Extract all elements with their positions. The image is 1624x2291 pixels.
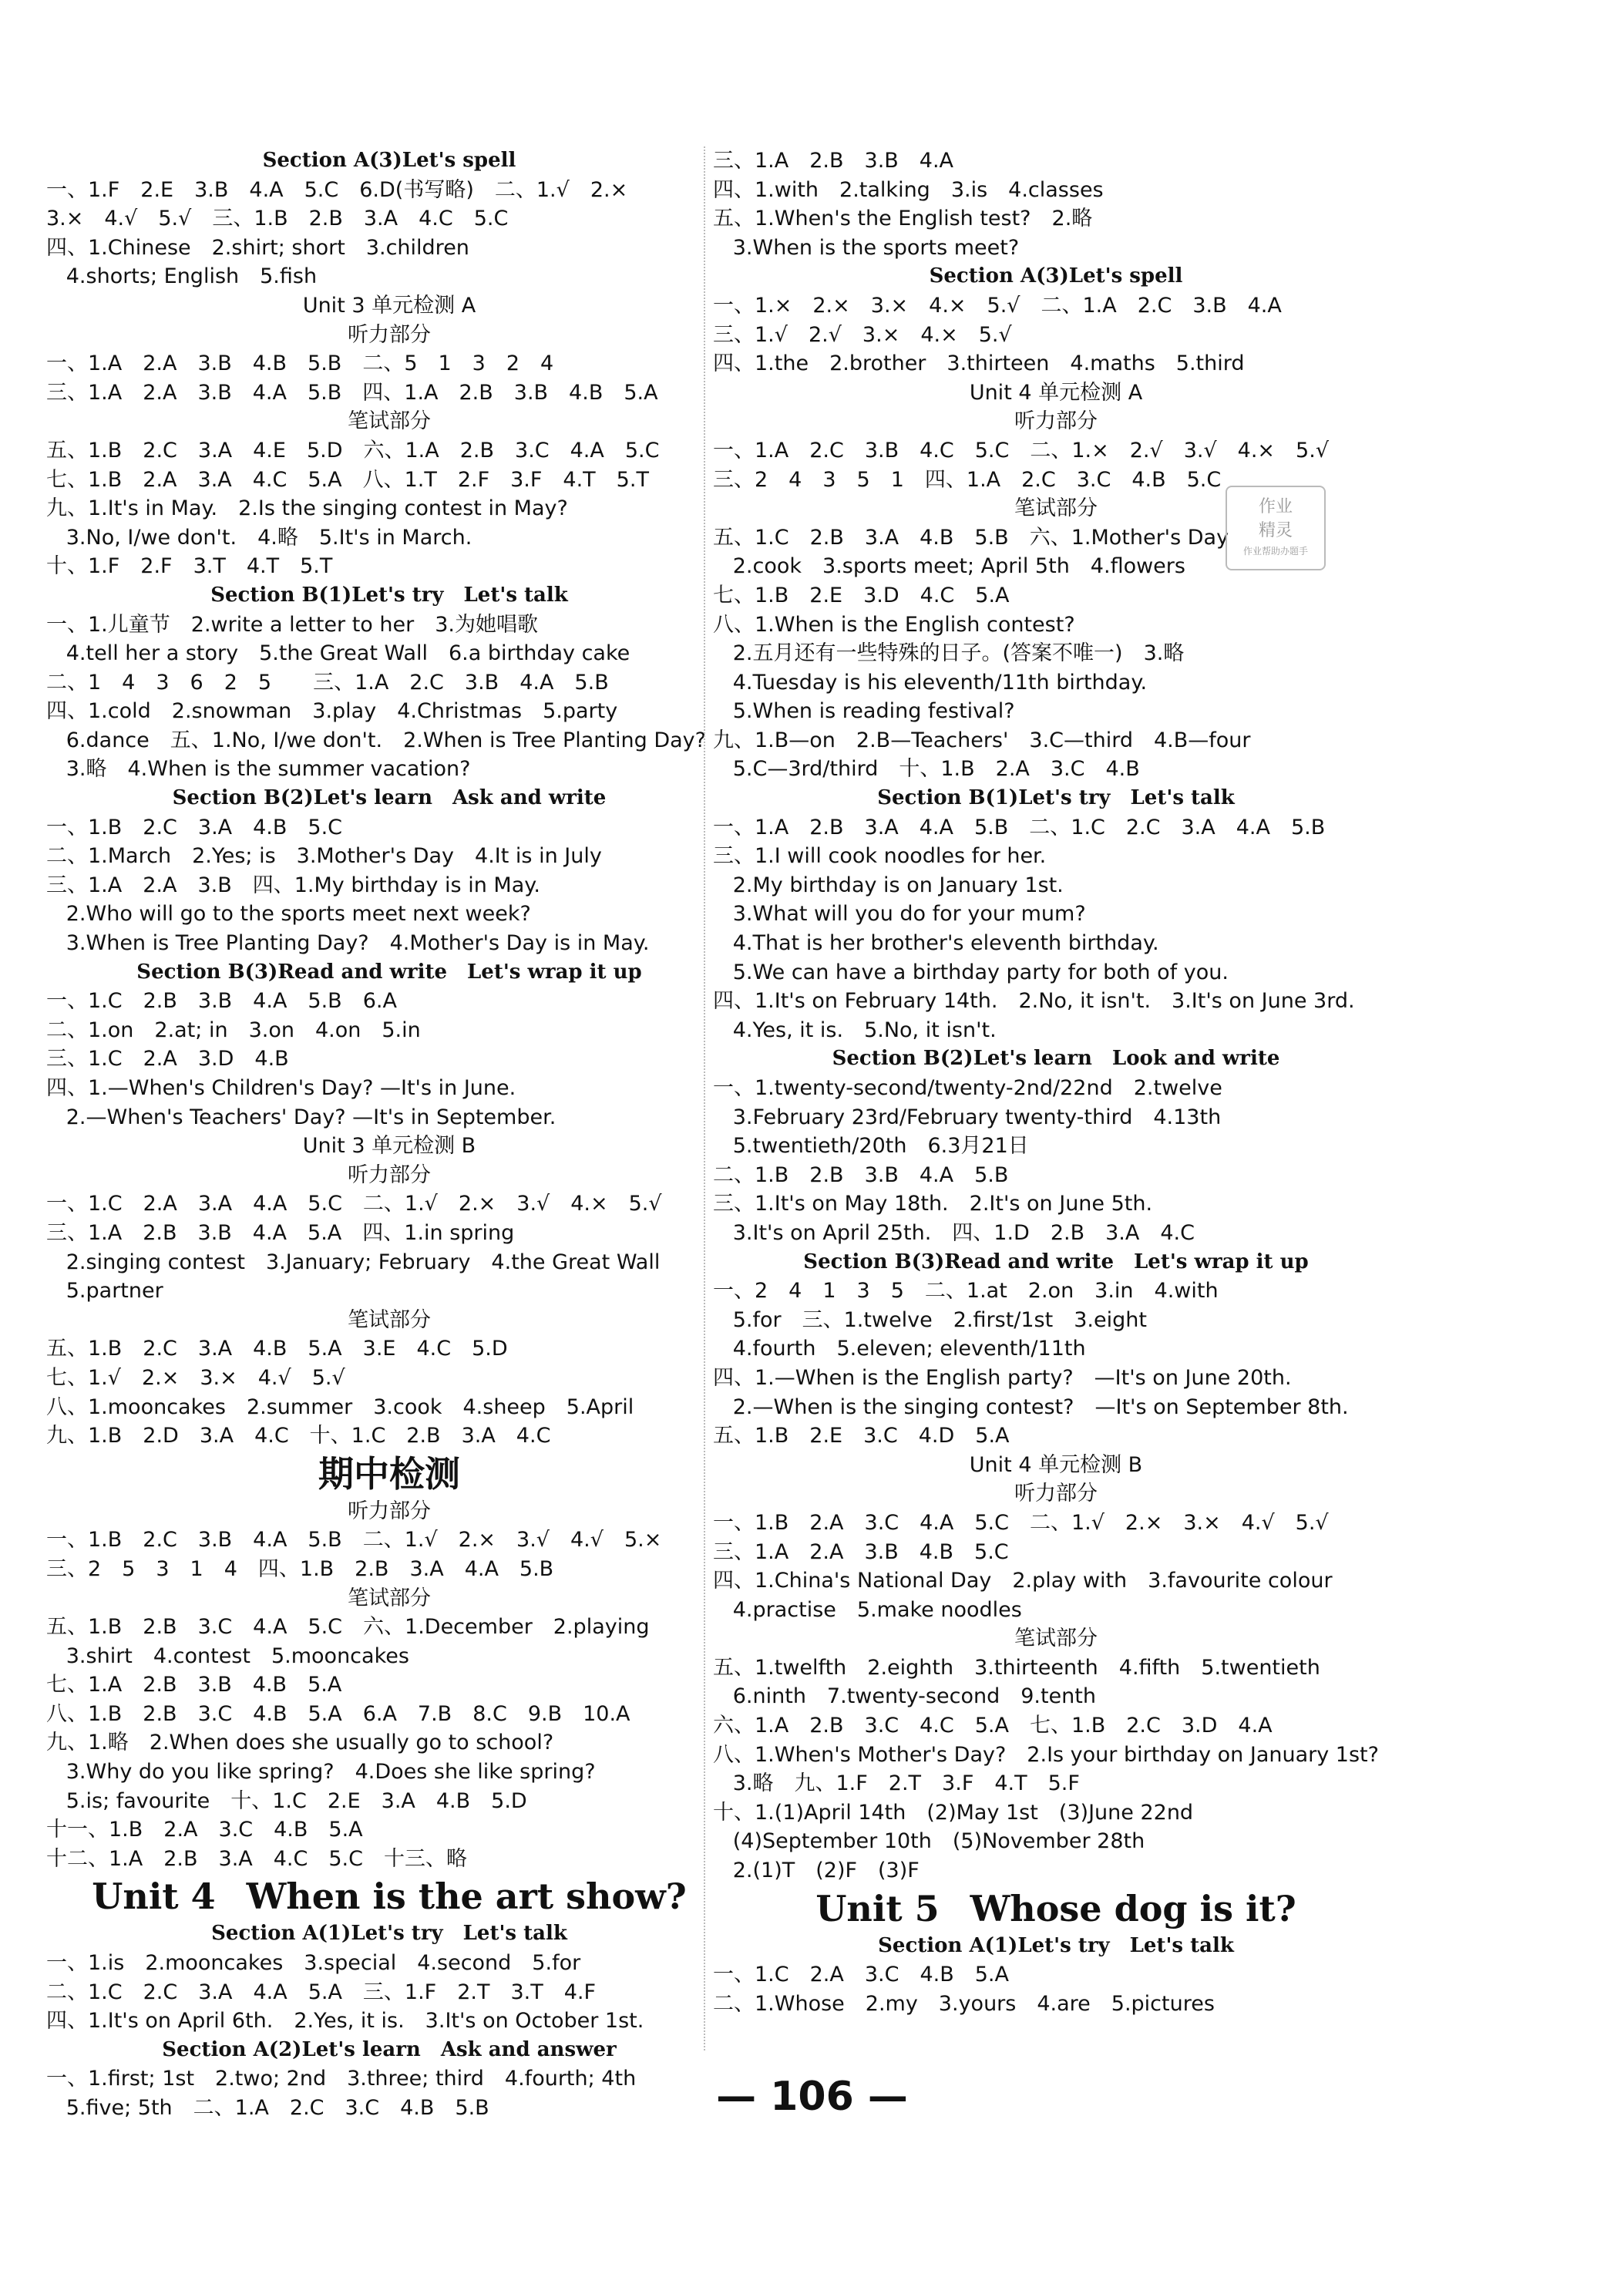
section-heading: Section B(1)Let's try Let's talk [877,786,1235,810]
answer-line: 十一、1.B 2.A 3.C 4.B 5.A [46,1818,363,1842]
answer-line: 一、1.儿童节 2.write a letter to her 3.为她唱歌 [46,612,538,637]
answer-line: 3.What will you do for your mum? [713,902,1086,927]
answer-line: 4.fourth 5.eleven; eleventh/11th [713,1337,1086,1361]
answer-line: 四、1.—When is the English party? —It's on June 20th. [713,1365,1292,1390]
answer-line: 八、1.When is the English contest? [713,612,1075,637]
answer-line: 3.略 九、1.F 2.T 3.F 4.T 5.F [713,1771,1080,1796]
answer-line: 4.That is her brother's eleventh birthday. [713,931,1159,956]
answer-line: 4.Tuesday is his eleventh/11th birthday. [713,670,1148,695]
subsection-heading: 听力部分 [348,322,431,347]
answer-line: 二、1.on 2.at; in 3.on 4.on 5.in [46,1018,421,1042]
section-heading: Section A(3)Let's spell [929,264,1183,288]
answer-line: 七、1.A 2.B 3.B 4.B 5.A [46,1673,342,1697]
answer-line: 一、1.B 2.A 3.C 4.A 5.C 二、1.√ 2.× 3.× 4.√ 5.√ [713,1510,1329,1535]
section-heading: Section A(1)Let's try Let's talk [878,1933,1234,1957]
subsection-heading: 笔试部分 [348,1307,431,1332]
subsection-heading: 听力部分 [1014,409,1098,434]
answer-line: 5.When is reading festival? [713,699,1015,724]
answer-line: 三、2 5 3 1 4 四、1.B 2.B 3.A 4.A 5.B [46,1556,554,1581]
answer-line: 3.略 4.When is the summer vacation? [46,757,471,782]
answer-line: 2.Who will go to the sports meet next week? [46,902,531,927]
answer-line: 五、1.B 2.B 3.C 4.A 5.C 六、1.December 2.playing [46,1615,650,1640]
answer-line: 八、1.mooncakes 2.summer 3.cook 4.sheep 5.April [46,1394,634,1419]
subsection-heading: Unit 4 单元检测 A [969,380,1143,405]
answer-line: 五、1.C 2.B 3.A 4.B 5.B 六、1.Mother's Day [713,525,1229,550]
answer-line: 一、1.B 2.C 3.A 4.B 5.C [46,815,343,839]
unit-title-text: When is the art show? [246,1876,687,1918]
answer-line: (4)September 10th (5)November 28th [713,1829,1145,1854]
answer-line: 五、1.B 2.E 3.C 4.D 5.A [713,1424,1010,1448]
answer-line: 三、1.√ 2.√ 3.× 4.× 5.√ [713,322,1012,347]
answer-line: 三、1.It's on May 18th. 2.It's on June 5th. [713,1192,1153,1216]
subsection-heading: 笔试部分 [348,1586,431,1610]
answer-line: 九、1.略 2.When does she usually go to school? [46,1731,554,1755]
column-divider [704,146,706,2050]
answer-line: 2.singing contest 3.January; February 4.the Great Wall [46,1250,661,1274]
subsection-heading: 听力部分 [1014,1482,1098,1506]
subsection-heading: 笔试部分 [1014,1627,1098,1651]
subsection-heading: 听力部分 [348,1499,431,1523]
answer-line: 三、1.A 2.B 3.B 4.A [713,149,954,173]
subsection-heading: 笔试部分 [1014,496,1098,521]
unit-number: Unit 5 [815,1887,940,1929]
answer-line: 二、1.C 2.C 3.A 4.A 5.A 三、1.F 2.T 3.T 4.F [46,1980,597,2004]
page-number: — 106 — [716,2074,908,2120]
answer-line: 二、1.B 2.B 3.B 4.A 5.B [713,1162,1009,1187]
answer-line: 七、1.B 2.A 3.A 4.C 5.A 八、1.T 2.F 3.F 4.T 5.T [46,467,649,492]
answer-line: 4.tell her a story 5.the Great Wall 6.a birthday cake [46,641,630,666]
unit-number: Unit 4 [92,1876,216,1918]
answer-line: 三、1.A 2.A 3.B 四、1.My birthday is in May. [46,873,540,897]
unit-heading [713,1886,1399,1932]
answer-line: 3.February 23rd/February twenty-third 4.13th [713,1105,1222,1129]
answer-line: 3.When is Tree Planting Day? 4.Mother's Day is in May. [46,931,650,956]
left-answer-column [46,146,732,2123]
section-heading: Section B(3)Read and write Let's wrap it up [803,1250,1309,1273]
answer-line: 2.—When is the singing contest? —It's on September 8th. [713,1394,1349,1419]
unit-heading [46,1873,732,1919]
answer-line: 4.Yes, it is. 5.No, it isn't. [713,1018,997,1042]
answer-line: 一、1.F 2.E 3.B 4.A 5.C 6.D(书写略) 二、1.√ 2.× [46,177,628,202]
answer-line: 五、1.B 2.C 3.A 4.B 5.A 3.E 4.C 5.D [46,1337,508,1361]
answer-line: 二、1.March 2.Yes; is 3.Mother's Day 4.It is in July [46,844,602,869]
answer-line: 3.shirt 4.contest 5.mooncakes [46,1643,409,1668]
section-heading: Section B(2)Let's learn Ask and write [172,786,607,810]
answer-line: 2.—When's Teachers' Day? —It's in September. [46,1105,556,1129]
answer-line: 八、1.When's Mother's Day? 2.Is your birthday on January 1st? [713,1742,1379,1767]
watermark-stamp [1226,486,1326,570]
section-heading: Section B(1)Let's try Let's talk [210,583,568,607]
answer-line: 5.twentieth/20th 6.3月21日 [713,1134,1029,1159]
answer-line: 九、1.It's in May. 2.Is the singing contest in May? [46,496,568,521]
answer-line: 一、1.× 2.× 3.× 4.× 5.√ 二、1.A 2.C 3.B 4.A [713,293,1282,318]
answer-line: 3.When is the sports meet? [713,235,1020,260]
answer-line: 十二、1.A 2.B 3.A 4.C 5.C 十三、略 [46,1846,467,1871]
answer-line: 一、1.C 2.A 3.C 4.B 5.A [713,1963,1009,1987]
answer-line: 四、1.the 2.brother 3.thirteen 4.maths 5.third [713,352,1245,376]
answer-line: 四、1.cold 2.snowman 3.play 4.Christmas 5.party [46,699,618,724]
answer-line: 3.Why do you like spring? 4.Does she like spring? [46,1760,596,1785]
answer-line: 七、1.B 2.E 3.D 4.C 5.A [713,583,1010,607]
answer-line: 一、1.C 2.B 3.B 4.A 5.B 6.A [46,989,397,1014]
answer-line: 5.is; favourite 十、1.C 2.E 3.A 4.B 5.D [46,1788,527,1813]
section-heading: Section A(3)Let's spell [262,149,516,172]
answer-line: 2.cook 3.sports meet; April 5th 4.flowers [713,554,1185,579]
answer-line: 一、1.A 2.A 3.B 4.B 5.B 二、5 1 3 2 4 [46,352,554,376]
answer-line: 一、1.is 2.mooncakes 3.special 4.second 5.for [46,1951,581,1976]
answer-line: 九、1.B 2.D 3.A 4.C 十、1.C 2.B 3.A 4.C [46,1424,551,1448]
answer-line: 三、1.A 2.A 3.B 4.B 5.C [713,1539,1009,1564]
stamp-line-1: 作业 [1258,497,1293,516]
answer-line: 5.We can have a birthday party for both of you. [713,960,1229,984]
subsection-heading: 笔试部分 [348,409,431,434]
answer-line: 三、2 4 3 5 1 四、1.A 2.C 3.C 4.B 5.C [713,467,1222,492]
answer-line: 一、2 4 1 3 5 二、1.at 2.on 3.in 4.with [713,1279,1219,1304]
answer-line: 五、1.twelfth 2.eighth 3.thirteenth 4.fifth 5.twentieth [713,1655,1320,1680]
answer-line: 5.C—3rd/third 十、1.B 2.A 3.C 4.B [713,757,1140,782]
answer-line: 七、1.√ 2.× 3.× 4.√ 5.√ [46,1365,345,1390]
answer-line: 三、1.I will cook noodles for her. [713,844,1047,869]
answer-line: 三、1.A 2.B 3.B 4.A 5.A 四、1.in spring [46,1220,515,1245]
answer-line: 五、1.B 2.C 3.A 4.E 5.D 六、1.A 2.B 3.C 4.A 5.C [46,438,660,463]
answer-line: 5.partner [46,1279,163,1304]
answer-line: 四、1.with 2.talking 3.is 4.classes [713,177,1104,202]
answer-line: 一、1.first; 1st 2.two; 2nd 3.three; third 4.fourth; 4th [46,2067,637,2091]
answer-line: 四、1.It's on February 14th. 2.No, it isn't. 3.It's on June 3rd. [713,989,1355,1014]
answer-line: 3.It's on April 25th. 四、1.D 2.B 3.A 4.C [713,1220,1195,1245]
answer-line: 2.My birthday is on January 1st. [713,873,1064,897]
answer-line: 一、1.C 2.A 3.A 4.A 5.C 二、1.√ 2.× 3.√ 4.× 5.√ [46,1192,662,1216]
subsection-heading: Unit 3 单元检测 B [302,1134,476,1159]
answer-line: 5.for 三、1.twelve 2.first/1st 3.eight [713,1307,1147,1332]
answer-line: 一、1.A 2.B 3.A 4.A 5.B 二、1.C 2.C 3.A 4.A 5.B [713,815,1326,839]
answer-line: 3.No, I/we don't. 4.略 5.It's in March. [46,525,472,550]
answer-line: 6.dance 五、1.No, I/we don't. 2.When is Tree Planting Day? [46,728,706,752]
answer-line: 3.× 4.√ 5.√ 三、1.B 2.B 3.A 4.C 5.C [46,207,509,231]
answer-line: 一、1.A 2.C 3.B 4.C 5.C 二、1.× 2.√ 3.√ 4.× 5.√ [713,438,1330,463]
section-heading: Section A(2)Let's learn Ask and answer [162,2037,617,2061]
answer-line: 2.五月还有一些特殊的日子。(答案不唯一) 3.略 [713,641,1185,666]
stamp-line-3: 作业帮助办题手 [1242,546,1308,557]
answer-line: 六、1.A 2.B 3.C 4.C 5.A 七、1.B 2.C 3.D 4.A [713,1714,1273,1738]
stamp-line-2: 精灵 [1258,521,1293,540]
section-heading: Section B(3)Read and write Let's wrap it up [136,960,642,984]
exam-title: 期中检测 [318,1452,460,1495]
answer-line: 五、1.When's the English test? 2.略 [713,207,1093,231]
section-heading: Section A(1)Let's try Let's talk [211,1922,567,1946]
answer-line: 6.ninth 7.twenty-second 9.tenth [713,1684,1096,1709]
answer-line: 十、1.(1)April 14th (2)May 1st (3)June 22nd [713,1800,1194,1825]
answer-line: 5.five; 5th 二、1.A 2.C 3.C 4.B 5.B [46,2096,489,2120]
answer-line: 4.shorts; English 5.fish [46,264,318,289]
answer-line: 2.(1)T (2)F (3)F [713,1859,920,1883]
subsection-heading: 听力部分 [348,1162,431,1187]
answer-line: 二、1 4 3 6 2 5 三、1.A 2.C 3.B 4.A 5.B [46,670,609,695]
section-heading: Section B(2)Let's learn Look and write [832,1047,1280,1071]
answer-line: 四、1.Chinese 2.shirt; short 3.children [46,235,469,260]
subsection-heading: Unit 4 单元检测 B [969,1452,1143,1477]
answer-line: 四、1.China's National Day 2.play with 3.favourite colour [713,1569,1333,1593]
answer-line: 一、1.B 2.C 3.B 4.A 5.B 二、1.√ 2.× 3.√ 4.√ 5.× [46,1528,662,1553]
answer-line: 十、1.F 2.F 3.T 4.T 5.T [46,554,333,579]
answer-line: 三、1.C 2.A 3.D 4.B [46,1047,289,1071]
unit-title-text: Whose dog is it? [970,1887,1296,1929]
answer-line: 九、1.B—on 2.B—Teachers' 3.C—third 4.B—four [713,728,1251,752]
answer-line: 二、1.Whose 2.my 3.yours 4.are 5.pictures [713,1991,1215,2016]
answer-line: 4.practise 5.make noodles [713,1597,1022,1622]
answer-line: 一、1.twenty-second/twenty-2nd/22nd 2.twelve [713,1076,1222,1100]
right-answer-column [713,146,1399,2018]
answer-line: 三、1.A 2.A 3.B 4.A 5.B 四、1.A 2.B 3.B 4.B 5.A [46,380,658,405]
answer-line: 四、1.It's on April 6th. 2.Yes, it is. 3.It's on October 1st. [46,2009,644,2034]
answer-line: 八、1.B 2.B 3.C 4.B 5.A 6.A 7.B 8.C 9.B 10.A [46,1701,630,1726]
answer-line: 四、1.—When's Children's Day? —It's in June. [46,1076,516,1100]
subsection-heading: Unit 3 单元检测 A [302,293,476,318]
